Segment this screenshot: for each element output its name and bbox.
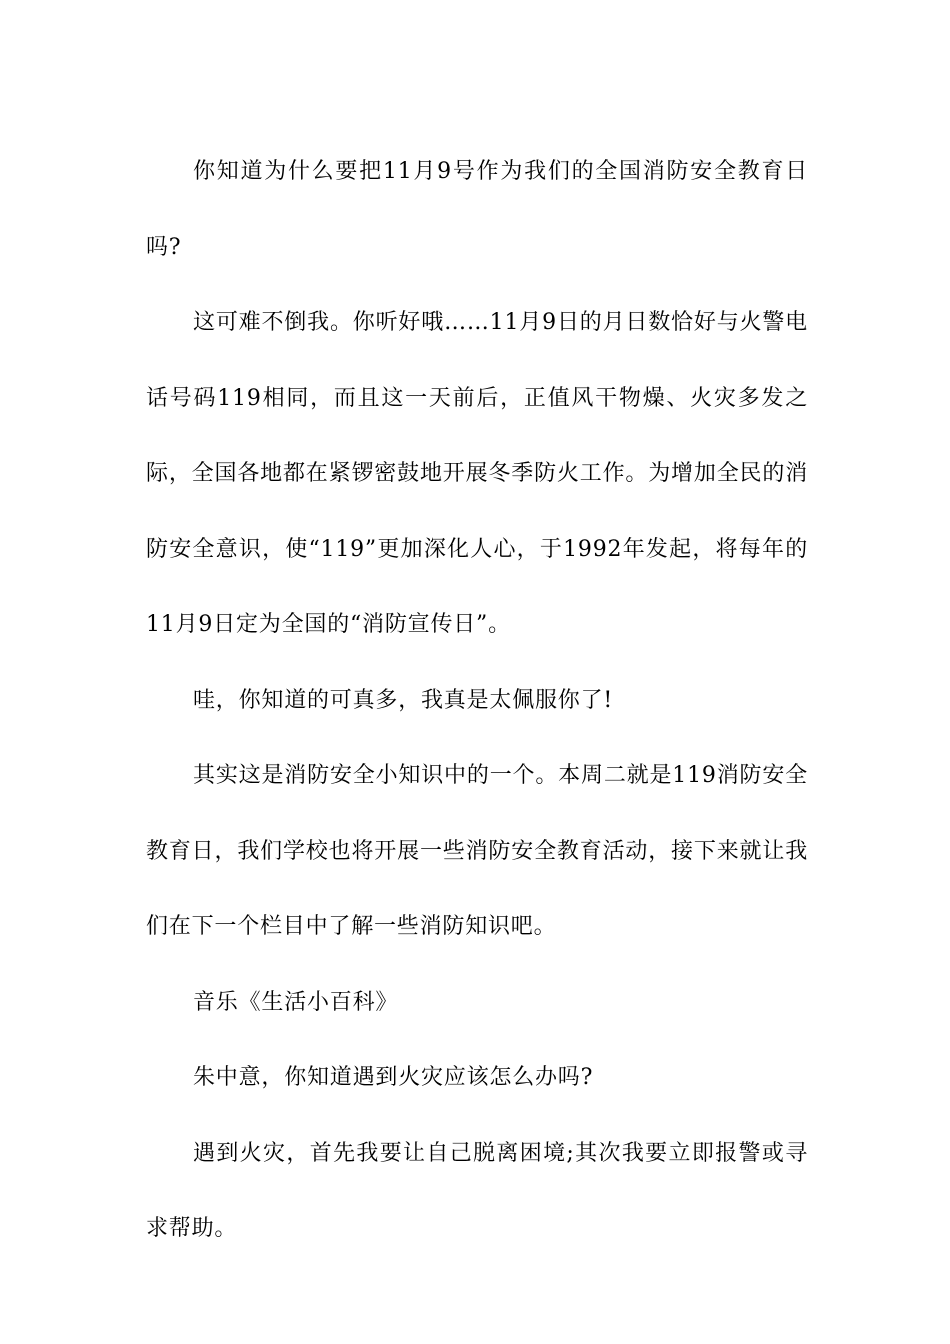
paragraph-5: 音乐《生活小百科》	[193, 989, 399, 1015]
paragraph-2: 这可难不倒我。你听好哦……11月9日的月日数恰好与火警电话号码119相同，而且这一天前后，正值风干物燥、火灾多发之际，全国各地都在紧锣密鼓地开展冬季防火工作。为增加全民的消防安全意识，使“119”更加深化人心，于1992年发起，将每年的11月9日定为全国的“消防宣传日”。	[146, 310, 808, 637]
document-body	[146, 134, 808, 1267]
paragraph-6: 朱中意，你知道遇到火灾应该怎么办吗?	[193, 1065, 594, 1090]
paragraph-3: 哇，你知道的可真多，我真是太佩服你了!	[193, 687, 614, 713]
paragraph-4: 其实这是消防安全小知识中的一个。本周二就是119消防安全教育日，我们学校也将开展一些消防安全教育活动，接下来就让我们在下一个栏目中了解一些消防知识吧。	[146, 763, 808, 939]
paragraph-1: 你知道为什么要把11月9号作为我们的全国消防安全教育日吗?	[146, 159, 808, 260]
paragraph-7: 遇到火灾，首先我要让自己脱离困境;其次我要立即报警或寻求帮助。	[146, 1140, 808, 1241]
